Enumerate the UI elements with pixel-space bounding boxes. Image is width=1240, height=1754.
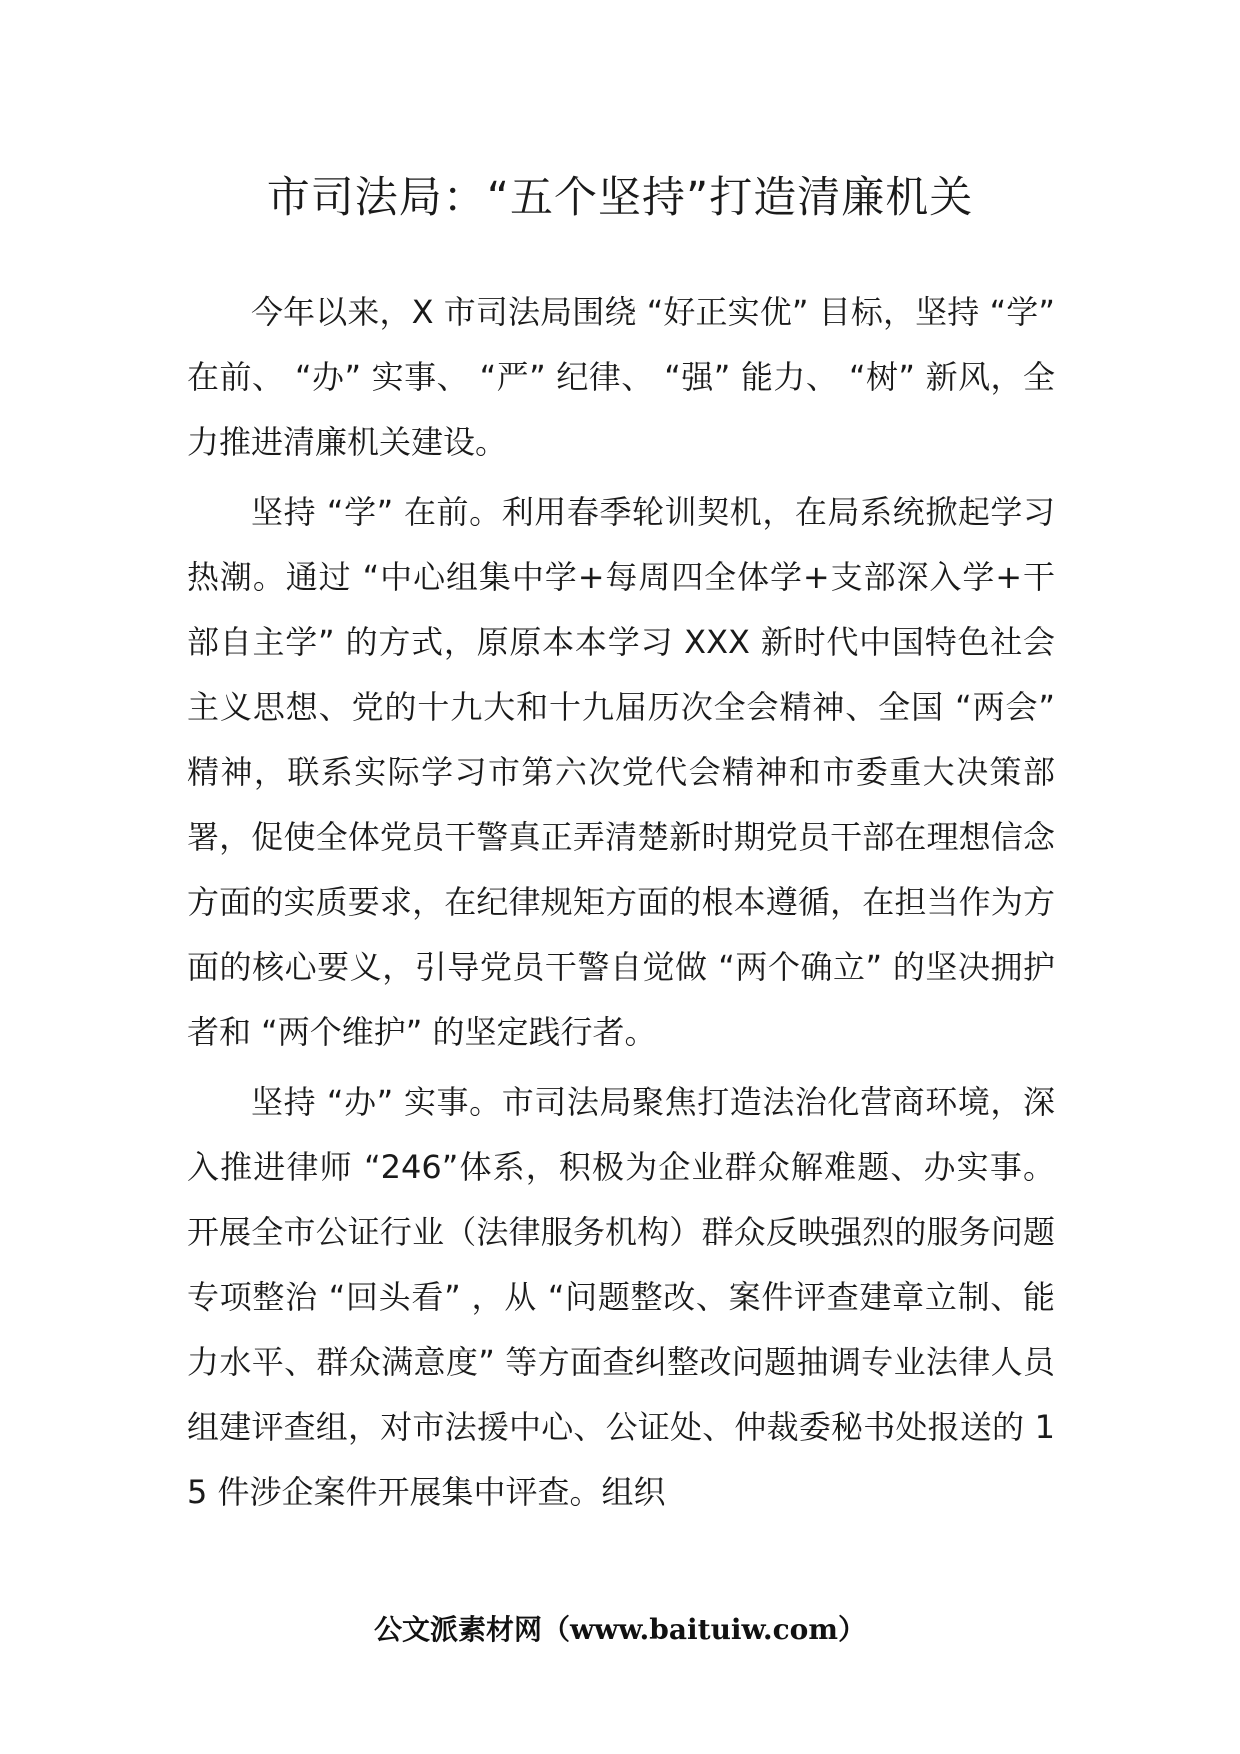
paragraph-practical-work: 坚持 “办” 实事。市司法局聚焦打造法治化营商环境，深入推进律师 “246”体系，积极为企业群众解难题、办实事。开展全市公证行业（法律服务机构）群众反映强烈的服务问题专项整治 “回头看” ，从 “问题整改、案件评查建章立制、能力水平、群众满意度” 等方面查纠整改问题抽调专业法律人员组建评查组，对市法援中心、公证处、仲裁委秘书处报送的 15 件涉企案件开展集中评查。组织 bbox=[187, 1083, 1055, 1511]
paragraph-study: 坚持 “学” 在前。利用春季轮训契机，在局系统掀起学习热潮。通过 “中心组集中学+每周四全体学+支部深入学+干部自主学” 的方式，原原本本学习 XXX 新时代中国特色社会主义思想、党的十九大和十九届历次全会精神、全国 “两会” 精神，联系实际学习市第六次党代会精神和市委重大决策部署，促使全体党员干警真正弄清楚新时期党员干部在理想信念方面的实质要求，在纪律规矩方面的根本遵循，在担当作为方面的核心要义，引导党员干警自觉做 “两个确立” 的坚决拥护者和 “两个维护” 的坚定践行者。 bbox=[187, 493, 1055, 1051]
document-title: 市司法局：“五个坚持”打造清廉机关 bbox=[266, 173, 974, 223]
paragraph-intro: 今年以来，X 市司法局围绕 “好正实优” 目标，坚持 “学” 在前、 “办” 实事、 “严” 纪律、 “强” 能力、 “树” 新风，全力推进清廉机关建设。 bbox=[187, 293, 1055, 461]
document-body bbox=[187, 280, 1055, 1530]
footer-watermark: 公文派素材网（www.baituiw.com） bbox=[374, 1613, 866, 1646]
